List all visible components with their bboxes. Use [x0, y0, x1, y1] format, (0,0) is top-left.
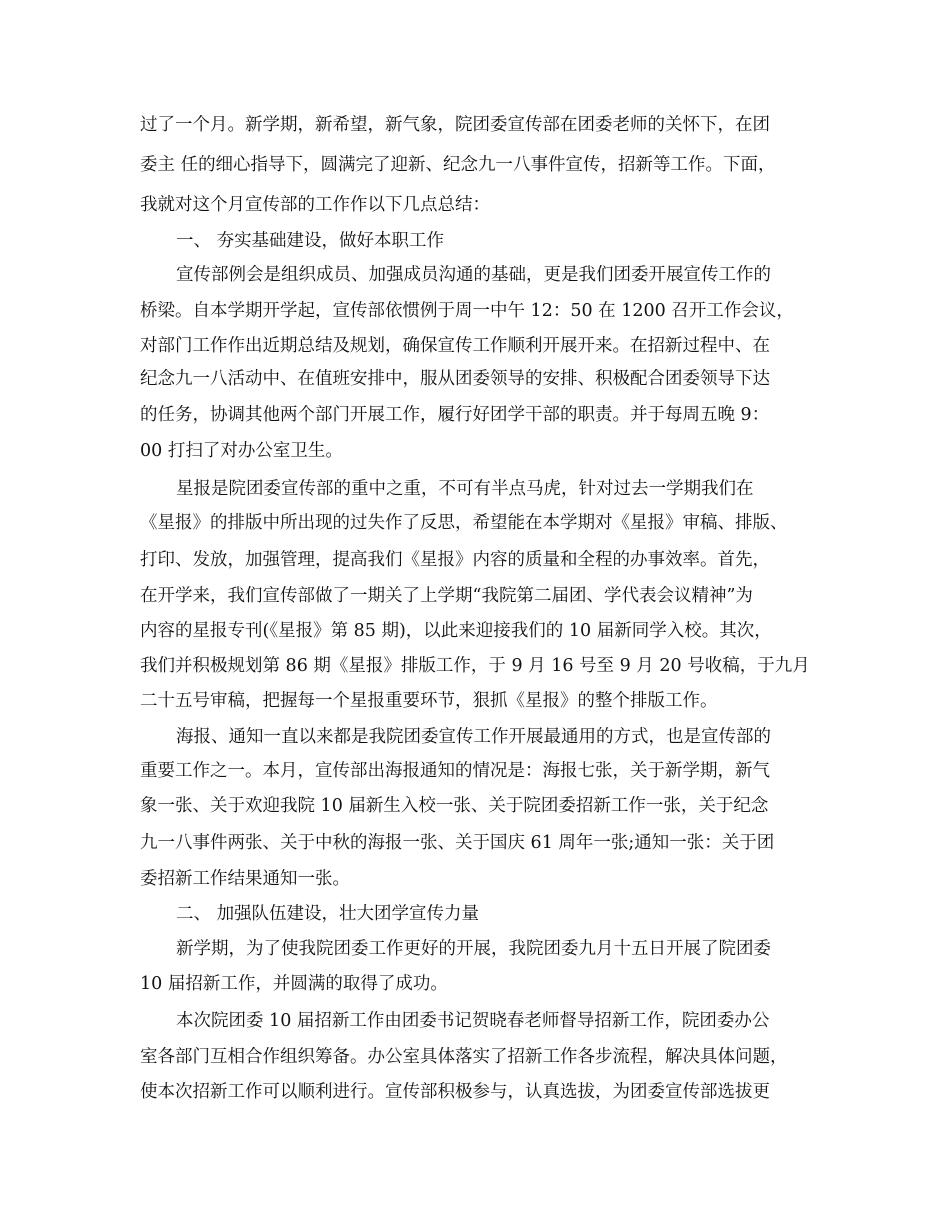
paragraph-line: 宣传部例会是组织成员、加强成员沟通的基础，更是我们团委开展宣传工作的: [176, 265, 771, 285]
paragraph-line: 室各部门互相合作组织筹备。办公室具体落实了招新工作各步流程，解决具体问题，: [140, 1047, 788, 1067]
paragraph-line: 象一张、关于欢迎我院 10 届新生入校一张、关于院团委招新工作一张，关于纪念: [140, 796, 769, 816]
paragraph-line: 00 打扫了对办公室卫生。: [140, 441, 343, 461]
paragraph-line: 10 届招新工作，并圆满的取得了成功。: [140, 974, 448, 994]
paragraph-line: 的任务，协调其他两个部门开展工作，履行好团学干部的职责。并于每周五晚 9：: [140, 405, 770, 425]
paragraph-line: 新学期，为了使我院团委工作更好的开展，我院团委九月十五日开展了院团委: [176, 939, 771, 959]
paragraph-line: 二十五号审稿，把握每一个星报重要环节，狠抓《星报》的整个排版工作。: [140, 691, 718, 711]
paragraph-line: 委主 任的细心指导下，圆满完了迎新、纪念九一八事件宣传，招新等工作。下面，: [140, 155, 776, 175]
paragraph-line: 在开学来，我们宣传部做了一期关了上学期“我院第二届团、学代表会议精神”为: [140, 586, 753, 606]
paragraph-line: 过了一个月。新学期，新希望，新气象，院团委宣传部在团委老师的关怀下，在团: [140, 115, 770, 135]
section-heading: 二、 加强队伍建设，壮大团学宣传力量: [176, 904, 480, 924]
section-heading: 一、 夯实基础建设，做好本职工作: [176, 231, 445, 251]
paragraph-line: 委招新工作结果通知一张。: [140, 869, 350, 889]
paragraph-line: 使本次招新工作可以顺利进行。宣传部积极参与，认真选拔，为团委宣传部选拔更: [140, 1082, 770, 1102]
paragraph-line: 我们并积极规划第 86 期《星报》排版工作，于 9 月 16 号至 9 月 20 号收稿，于九月: [140, 656, 810, 676]
paragraph-line: 对部门工作作出近期总结及规划，确保宣传工作顺利开展开来。在招新过程中、在: [140, 336, 770, 356]
paragraph-line: 本次院团委 10 届招新工作由团委书记贺晓春老师督导招新工作，院团委办公: [176, 1011, 770, 1031]
paragraph-line: 打印、发放，加强管理，提高我们《星报》内容的质量和全程的办事效率。首先，: [140, 550, 770, 570]
paragraph-line: 九一八事件两张、关于中秋的海报一张、关于国庆 61 周年一张;通知一张：关于团: [140, 833, 775, 853]
paragraph-line: 桥梁。自本学期开学起，宣传部依惯例于周一中午 12：50 在 1200 召开工作会议，: [140, 301, 794, 321]
paragraph-line: 纪念九一八活动中、在值班安排中，服从团委领导的安排、积极配合团委领导下达: [140, 369, 770, 389]
paragraph-line: 内容的星报专刊(《星报》第 85 期)，以此来迎接我们的 10 届新同学入校。其次，: [140, 621, 772, 641]
paragraph-line: 我就对这个月宣传部的工作作以下几点总结：: [140, 195, 490, 215]
paragraph-line: 《星报》的排版中所出现的过失作了反思，希望能在本学期对《星报》审稿、排版、: [140, 513, 788, 533]
paragraph-line: 重要工作之一。本月，宣传部出海报通知的情况是：海报七张，关于新学期，新气: [140, 761, 770, 781]
paragraph-line: 海报、通知一直以来都是我院团委宣传工作开展最通用的方式，也是宣传部的: [176, 727, 771, 747]
paragraph-line: 星报是院团委宣传部的重中之重，不可有半点马虎，针对过去一学期我们在: [176, 479, 754, 499]
